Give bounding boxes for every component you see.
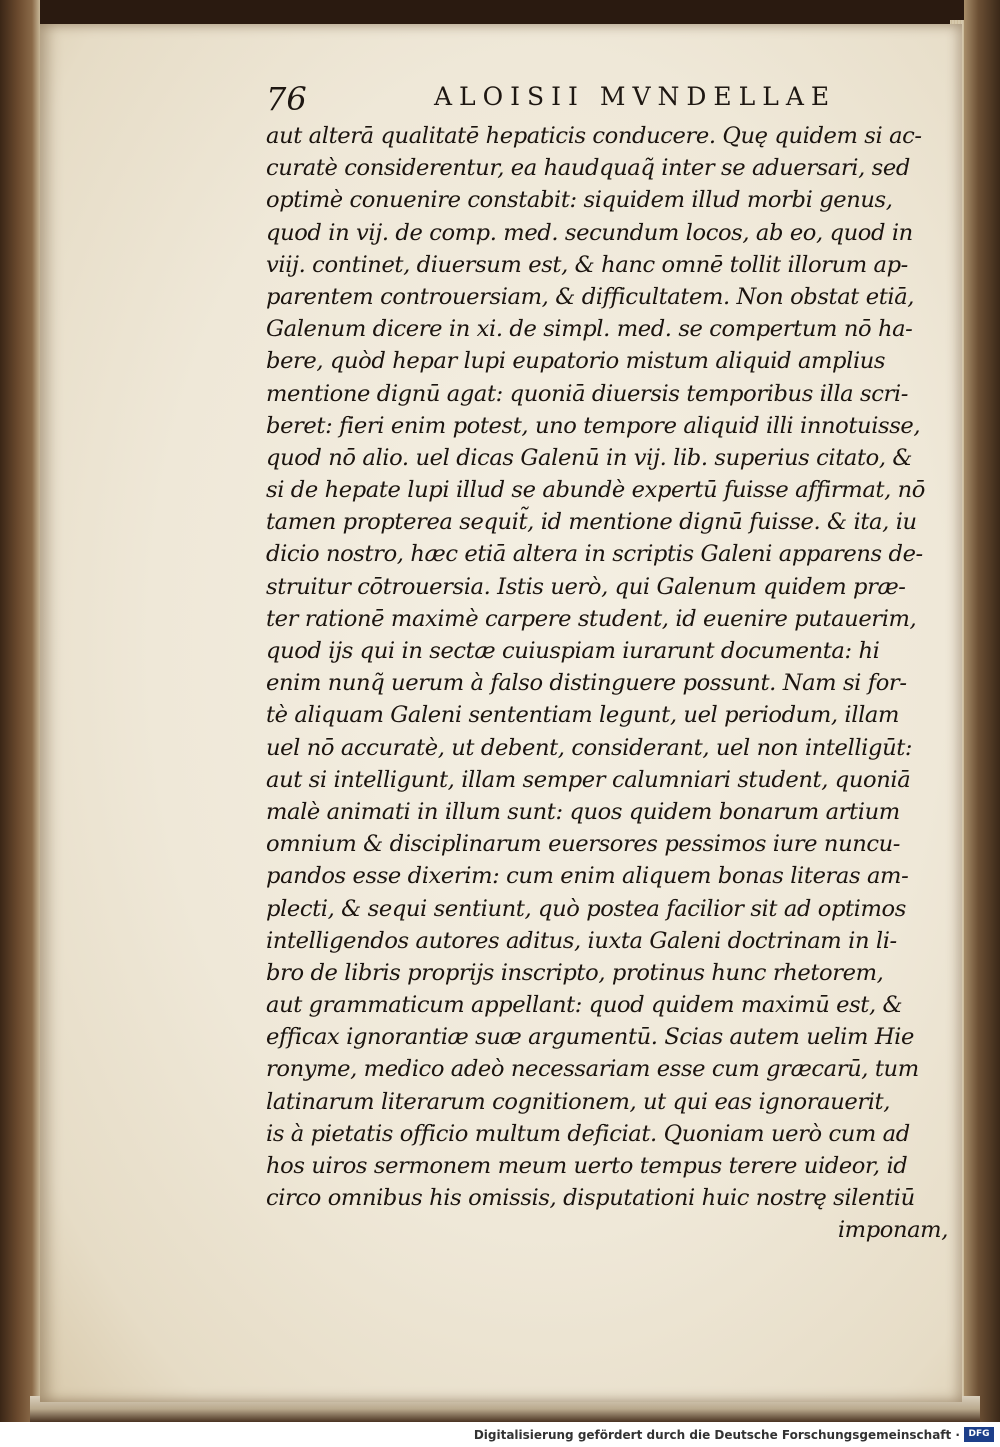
text-line: si de hepate lupi illud se abundè expertū fuisse affirmat, nō xyxy=(266,477,925,504)
page-header xyxy=(266,80,966,120)
text-line: hos uiros sermonem meum uerto tempus terere uideor, id xyxy=(266,1153,908,1179)
text-line: is à pietatis officio multum deficiat. Quoniam uerò cum ad xyxy=(266,1120,910,1147)
catchword: imponam, xyxy=(837,1217,948,1244)
text-line: ter rationē maximè carpere student, id euenire putauerim, xyxy=(266,605,917,632)
text-line: malè animati in illum sunt: quos quidem bonarum artium xyxy=(266,798,900,825)
text-line: plecti, & sequi sentiunt, quò postea facilior sit ad optimos xyxy=(266,895,906,922)
text-line: ronyme, medico adeò necessariam esse cum græcarū, tum xyxy=(266,1056,919,1083)
text-line: viij. continet, diuersum est, & hanc omnē tollit illorum ap- xyxy=(266,251,908,278)
text-line: quod nō alio. uel dicas Galenū in vij. lib. superius citato, & xyxy=(266,444,913,471)
page-number: 76 xyxy=(266,80,307,118)
dfg-logo-icon: DFG xyxy=(964,1427,994,1442)
text-line: quod in vij. de comp. med. secundum locos, ab eo, quod in xyxy=(266,219,913,246)
text-line: bere, quòd hepar lupi eupatorio mistum aliquid amplius xyxy=(266,348,886,375)
text-line: intelligendos autores aditus, iuxta Galeni doctrinam in li- xyxy=(266,927,897,954)
text-line: optimè conuenire constabit: siquidem illud morbi genus, xyxy=(266,187,893,214)
funding-note: Digitalisierung gefördert durch die Deutsche Forschungsgemeinschaft · xyxy=(473,1428,960,1442)
text-line: efficax ignorantiæ suæ argumentū. Scias autem uelim Hie xyxy=(266,1024,914,1051)
footer-bar xyxy=(0,1422,1000,1447)
text-line: latinarum literarum cognitionem, ut qui eas ignorauerit, xyxy=(266,1088,891,1115)
text-line: bro de libris proprijs inscripto, protinus hunc rhetorem, xyxy=(266,959,884,986)
text-line: curatè considerentur, ea haudquaq̃ inter se aduersari, sed xyxy=(266,155,910,182)
text-line: beret: fieri enim potest, uno tempore aliquid illi innotuisse, xyxy=(266,412,921,439)
text-line: tamen propterea sequit̃, id mentione dignū fuisse. & ita, iu xyxy=(266,509,917,536)
text-line: tè aliquam Galeni sententiam legunt, uel periodum, illam xyxy=(266,702,899,729)
text-block xyxy=(266,120,956,1247)
text-line: enim nunq̃ uerum à falso distinguere possunt. Nam si for- xyxy=(266,670,907,697)
text-line: quod ijs qui in sectæ cuiuspiam iurarunt documenta: hi xyxy=(266,638,880,664)
text-line: aut alterā qualitatē hepaticis conducere. Quę quidem si ac- xyxy=(266,123,922,149)
text-line: circo omnibus his omissis, disputationi huic nostrę silentiū xyxy=(266,1185,915,1212)
text-line: parentem controuersiam, & difficultatem. Non obstat etiā, xyxy=(266,283,915,310)
text-line: dicio nostro, hæc etiā altera in scriptis Galeni apparens de- xyxy=(266,541,923,568)
text-line: struitur cōtrouersia. Istis uerò, qui Galenum quidem præ- xyxy=(266,573,906,600)
text-line: aut si intelligunt, illam semper calumniari student, quoniā xyxy=(266,766,911,793)
text-line: omnium & disciplinarum euersores pessimos iure nuncu- xyxy=(266,831,901,858)
text-line: mentione dignū agat: quoniā diuersis temporibus illa scri- xyxy=(266,380,908,407)
book-board-left xyxy=(0,0,40,1422)
text-line: pandos esse dixerim: cum enim aliquem bonas literas am- xyxy=(266,863,909,890)
book-board-right xyxy=(964,0,1000,1422)
text-line: Galenum dicere in xi. de simpl. med. se compertum nō ha- xyxy=(266,316,913,343)
running-head: ALOISII MVNDELLAE xyxy=(434,82,837,111)
text-line: uel nō accuratè, ut debent, considerant, uel non intelligūt: xyxy=(266,734,913,761)
text-line: aut grammaticum appellant: quod quidem maximū est, & xyxy=(266,992,903,1019)
